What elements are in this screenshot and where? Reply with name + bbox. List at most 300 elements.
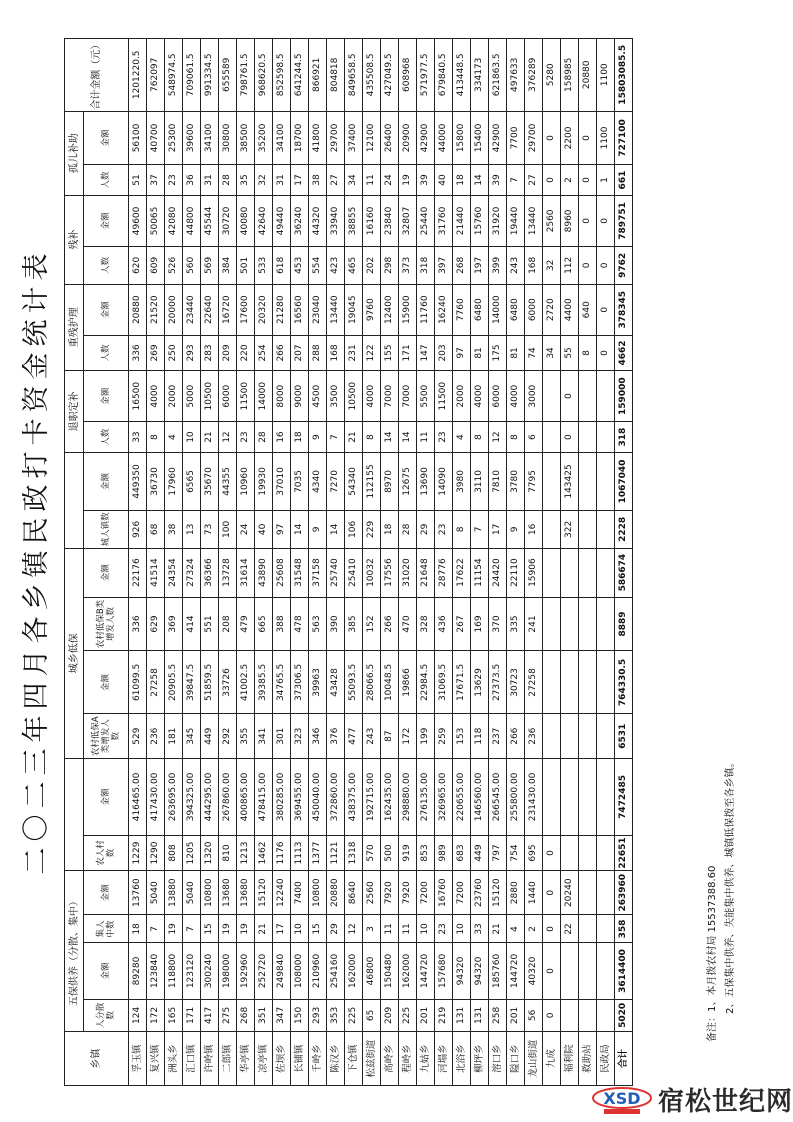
table-row [507,39,525,1086]
table-cell: 33940 [327,195,345,246]
table-cell: 0 [561,422,579,452]
table-cell: 3980 [453,452,471,510]
table-cell: 172 [147,999,165,1032]
table-cell: 1440 [525,871,543,915]
table-cell: 470 [399,597,417,651]
table-cell: 0 [543,943,561,999]
table-cell: 150 [291,999,309,1032]
table-cell: 31020 [399,548,417,597]
table-cell: 81 [471,335,489,370]
table-cell: 61099.5 [129,651,147,714]
table-cell: 44355 [219,452,237,510]
table-cell: 6531 [615,714,633,758]
table-cell: 1100 [597,111,615,165]
table-cell: 29 [327,915,345,943]
row-region-name: 九成 [543,1032,561,1086]
table-cell: 19930 [255,452,273,510]
table-row [291,39,309,1086]
table-cell: 1318 [345,835,363,870]
table-cell: 23840 [381,195,399,246]
table-cell: 25300 [165,111,183,165]
table-cell: 326965.00 [435,758,453,835]
table-cell [597,370,615,421]
table-cell [561,714,579,758]
table-cell: 0 [561,370,579,421]
table-cell: 15900 [399,284,417,335]
table-cell: 153 [453,714,471,758]
header-dibao: 城乡低保 [65,548,84,758]
table-cell [561,943,579,999]
table-cell [597,943,615,999]
table-cell: 1462 [255,835,273,870]
header-tuizhi-count: 人数 [84,422,129,452]
table-cell: 18 [381,511,399,548]
table-cell: 209 [381,999,399,1032]
table-cell: 20000 [165,284,183,335]
table-cell [597,871,615,915]
table-cell: 283 [201,335,219,370]
table-cell: 236 [147,714,165,758]
table-cell: 68 [147,511,165,548]
table-cell: 400865.00 [237,758,255,835]
header-rural-count: 农人村数 [84,835,129,870]
table-cell: 37010 [273,452,291,510]
table-cell: 29700 [327,111,345,165]
table-cell: 171 [399,335,417,370]
table-cell: 185760 [489,943,507,999]
table-cell: 30720 [219,195,237,246]
table-cell: 165 [165,999,183,1032]
table-cell: 0 [579,165,597,195]
table-cell: 20880 [129,284,147,335]
table-cell: 28 [399,511,417,548]
table-cell: 31760 [435,195,453,246]
table-cell: 328 [417,597,435,651]
table-cell: 158985 [561,39,579,112]
table-cell: 1229 [129,835,147,870]
table-cell: 13440 [327,284,345,335]
table-cell [561,597,579,651]
table-cell: 641244.5 [291,39,309,112]
table-cell: 268 [453,247,471,284]
table-cell: 27258 [147,651,165,714]
table-cell: 7400 [291,871,309,915]
table-cell: 41800 [309,111,327,165]
table-cell: 31 [201,165,219,195]
total-row [615,39,633,1086]
table-cell: 449 [471,835,489,870]
table-cell: 32 [255,165,273,195]
table-cell: 1176 [273,835,291,870]
table-cell: 10 [183,422,201,452]
table-cell: 0 [579,195,597,246]
table-cell: 123120 [183,943,201,999]
table-cell: 7920 [399,871,417,915]
table-cell: 13760 [129,871,147,915]
table-cell: 13880 [165,871,183,915]
table-cell: 34765.5 [273,651,291,714]
table-cell: 797 [489,835,507,870]
table-row [363,39,381,1086]
table-cell: 144720 [417,943,435,999]
watermark-text: 宿松世纪网 [658,1087,793,1117]
table-cell: 25740 [327,548,345,597]
table-cell: 6480 [471,284,489,335]
table-cell: 21280 [273,284,291,335]
table-cell: 300240 [201,943,219,999]
table-cell: 197 [471,247,489,284]
table-cell: 45544 [201,195,219,246]
table-cell [543,597,561,651]
table-cell: 8 [471,422,489,452]
table-cell: 162000 [345,943,363,999]
table-cell: 529 [129,714,147,758]
table-cell: 0 [579,247,597,284]
table-cell [597,452,615,510]
table-cell: 22 [561,915,579,943]
table-cell: 162435.00 [381,758,399,835]
table-cell: 131 [453,999,471,1032]
table-row [525,39,543,1086]
row-region-name: 孚玉镇 [129,1032,147,1086]
table-cell [597,915,615,943]
table-cell: 10500 [345,370,363,421]
header-urban-a: 农村低保A类增发人数 [84,714,129,758]
table-cell: 21520 [147,284,165,335]
table-cell: 231430.00 [525,758,543,835]
table-cell: 171 [183,999,201,1032]
table-cell: 27 [525,165,543,195]
table-cell: 118800 [165,943,183,999]
table-cell: 754 [507,835,525,870]
table-cell: 23 [435,915,453,943]
table-cell: 12 [219,422,237,452]
table-cell: 570 [363,835,381,870]
table-cell: 21 [489,915,507,943]
table-cell: 764330.5 [615,651,633,714]
table-cell: 122 [363,335,381,370]
table-cell: 0 [579,111,597,165]
table-cell: 51859.5 [201,651,219,714]
table-cell: 4400 [561,284,579,335]
header-guer: 孤儿补助 [65,111,84,195]
table-cell: 293 [183,335,201,370]
row-region-name: 合计 [615,1032,633,1086]
table-cell: 168 [525,247,543,284]
table-row [237,39,255,1086]
table-cell: 13690 [417,452,435,510]
table-cell: 241 [525,597,543,651]
table-cell: 266 [507,714,525,758]
table-cell: 6 [525,422,543,452]
table-cell: 808 [165,835,183,870]
table-cell: 17671.5 [453,651,471,714]
table-cell: 2 [561,165,579,195]
table-cell: 14 [399,422,417,452]
table-cell: 152 [363,597,381,651]
table-cell: 4000 [507,370,525,421]
table-cell: 49600 [129,195,147,246]
row-region-name: 许岭镇 [201,1032,219,1086]
table-cell: 0 [543,835,561,870]
row-region-name: 柳坪乡 [471,1032,489,1086]
table-cell: 17 [273,915,291,943]
table-cell: 8889 [615,597,633,651]
table-cell: 43428 [327,651,345,714]
table-cell: 378345 [615,284,633,335]
table-cell [561,758,579,835]
table-cell: 44800 [183,195,201,246]
table-cell: 3 [363,915,381,943]
table-cell: 1100 [597,39,615,112]
table-cell: 709061.5 [183,39,201,112]
table-cell: 0 [543,111,561,165]
table-row [381,39,399,1086]
table-cell: 36240 [291,195,309,246]
table-cell: 852598.5 [273,39,291,112]
row-region-name: 松兹街道 [363,1032,381,1086]
table-row [417,39,435,1086]
table-cell: 5500 [417,370,435,421]
row-region-name: 民政局 [597,1032,615,1086]
table-cell: 388 [273,597,291,651]
header-jizhong-count: 集人中数 [84,915,129,943]
table-cell: 16500 [129,370,147,421]
table-cell: 23 [237,422,255,452]
table-cell: 1377 [309,835,327,870]
note-line-1: 备注：1、本月拨农村局 15537388.60 [707,865,718,1042]
table-cell [561,548,579,597]
table-cell: 640 [579,284,597,335]
header-wubao: 五保供养（分散、集中） [65,871,84,1032]
table-cell: 43890 [255,548,273,597]
table-cell [579,943,597,999]
table-cell [579,999,597,1032]
table-cell: 15400 [471,111,489,165]
table-cell: 370 [489,597,507,651]
table-cell: 18 [453,165,471,195]
table-row [453,39,471,1086]
table-cell: 7 [147,915,165,943]
table-cell: 10 [453,915,471,943]
table-cell: 8970 [381,452,399,510]
table-cell: 991334.5 [201,39,219,112]
table-cell: 35 [237,165,255,195]
table-cell [579,651,597,714]
table-cell: 12100 [363,111,381,165]
table-cell: 31069.5 [435,651,453,714]
table-cell: 11 [381,915,399,943]
table-cell: 31 [273,165,291,195]
table-row [201,39,219,1086]
table-cell: 24 [381,165,399,195]
table-cell: 39600 [183,111,201,165]
table-cell: 40700 [147,111,165,165]
table-cell: 15803085.5 [615,39,633,112]
table-cell: 0 [597,195,615,246]
table-row [255,39,273,1086]
table-cell: 14 [291,511,309,548]
table-cell: 40080 [237,195,255,246]
table-cell: 150480 [381,943,399,999]
table-cell [597,835,615,870]
table-cell: 201 [507,999,525,1032]
row-region-name: 溶口乡 [489,1032,507,1086]
table-cell: 28776 [435,548,453,597]
table-cell: 13629 [471,651,489,714]
table-cell: 266545.00 [489,758,507,835]
table-cell: 6000 [219,370,237,421]
table-cell: 551 [201,597,219,651]
table-cell: 16160 [363,195,381,246]
table-cell: 5280 [543,39,561,112]
header-total: 合计金额（元） [65,39,129,112]
table-cell: 376289 [525,39,543,112]
table-cell [579,370,597,421]
table-cell: 1205 [183,835,201,870]
table-cell: 7270 [327,452,345,510]
table-cell: 9 [309,511,327,548]
table-cell: 380285.00 [273,758,291,835]
table-cell [597,422,615,452]
table-cell: 727100 [615,111,633,165]
table-cell: 157680 [435,943,453,999]
table-cell: 414 [183,597,201,651]
table-cell: 301 [273,714,291,758]
table-cell: 2880 [507,871,525,915]
table-cell: 385 [345,597,363,651]
table-cell: 208 [219,597,237,651]
table-cell: 209 [219,335,237,370]
table-row [183,39,201,1086]
table-cell: 268 [237,999,255,1032]
table-cell: 46800 [363,943,381,999]
table-cell: 618 [273,247,291,284]
table-cell: 201 [417,999,435,1032]
table-cell: 254160 [327,943,345,999]
table-cell: 108000 [291,943,309,999]
table-cell: 7 [471,511,489,548]
table-cell: 12675 [399,452,417,510]
table-cell: 225 [345,999,363,1032]
table-cell: 11500 [435,370,453,421]
table-cell: 11 [417,422,435,452]
table-cell: 34 [345,165,363,195]
row-region-name: 长铺镇 [291,1032,309,1086]
table-cell: 159000 [615,370,633,421]
table-cell: 16240 [435,284,453,335]
table-cell: 29700 [525,111,543,165]
table-cell: 629 [147,597,165,651]
table-cell: 563 [309,597,327,651]
table-cell: 989 [435,835,453,870]
table-cell: 220 [237,335,255,370]
table-cell: 1 [597,165,615,195]
table-cell: 554 [309,247,327,284]
table-cell [561,651,579,714]
table-cell: 19 [237,915,255,943]
table-cell: 8 [453,511,471,548]
table-cell: 20905.5 [165,651,183,714]
row-region-name: 福利院 [561,1032,579,1086]
table-cell: 39385.5 [255,651,273,714]
table-cell: 336 [129,335,147,370]
table-cell: 0 [597,335,615,370]
table-cell: 16720 [219,284,237,335]
table-cell: 798761.5 [237,39,255,112]
table-cell: 7 [327,422,345,452]
table-cell: 17556 [381,548,399,597]
table-cell: 10800 [201,871,219,915]
header-elder-amount: 金额 [84,452,129,510]
table-cell: 10800 [309,871,327,915]
table-cell: 33 [129,422,147,452]
table-cell: 655589 [219,39,237,112]
table-body [129,39,633,1086]
table-cell: 8 [507,422,525,452]
row-region-name: 佐坝乡 [273,1032,291,1086]
row-region-name: 北浴乡 [453,1032,471,1086]
table-cell: 249840 [273,943,291,999]
table-cell: 10 [417,915,435,943]
table-cell: 318 [615,422,633,452]
table-cell: 1320 [201,835,219,870]
header-urban-amount: 金额 [84,651,129,714]
table-cell: 661 [615,165,633,195]
row-region-name: 汇口镇 [183,1032,201,1086]
table-cell: 94320 [471,943,489,999]
header-elder-count: 城人镇数 [84,511,129,548]
table-cell: 192960 [237,943,255,999]
table-cell: 679840.5 [435,39,453,112]
table-cell: 11500 [237,370,255,421]
header-guer-count: 人数 [84,165,129,195]
table-cell [597,651,615,714]
table-cell: 21440 [453,195,471,246]
table-cell: 347 [273,999,291,1032]
table-cell: 23 [435,511,453,548]
table-cell: 23 [165,165,183,195]
table-cell: 220655.00 [453,758,471,835]
table-row [489,39,507,1086]
table-cell: 0 [543,871,561,915]
table-cell: 789751 [615,195,633,246]
table-cell: 5040 [183,871,201,915]
table-cell: 41514 [147,548,165,597]
table-cell: 695 [525,835,543,870]
table-cell: 358 [615,915,633,943]
table-cell: 416465.00 [129,758,147,835]
table-cell: 16760 [435,871,453,915]
table-cell: 175 [489,335,507,370]
table-cell: 73 [201,511,219,548]
watermark-logo [590,1085,654,1115]
table-row [471,39,489,1086]
table-cell: 33 [471,915,489,943]
table-cell: 444295.00 [201,758,219,835]
table-cell: 29 [417,511,435,548]
table-cell: 665 [255,597,273,651]
table-cell [543,651,561,714]
table-cell: 19866 [399,651,417,714]
table-cell: 258 [489,999,507,1032]
table-row [309,39,327,1086]
table-cell: 21 [201,422,219,452]
table-cell: 12400 [381,284,399,335]
table-cell: 243 [507,247,525,284]
table-cell: 8640 [345,871,363,915]
svg-text:XSD: XSD [603,1088,641,1108]
